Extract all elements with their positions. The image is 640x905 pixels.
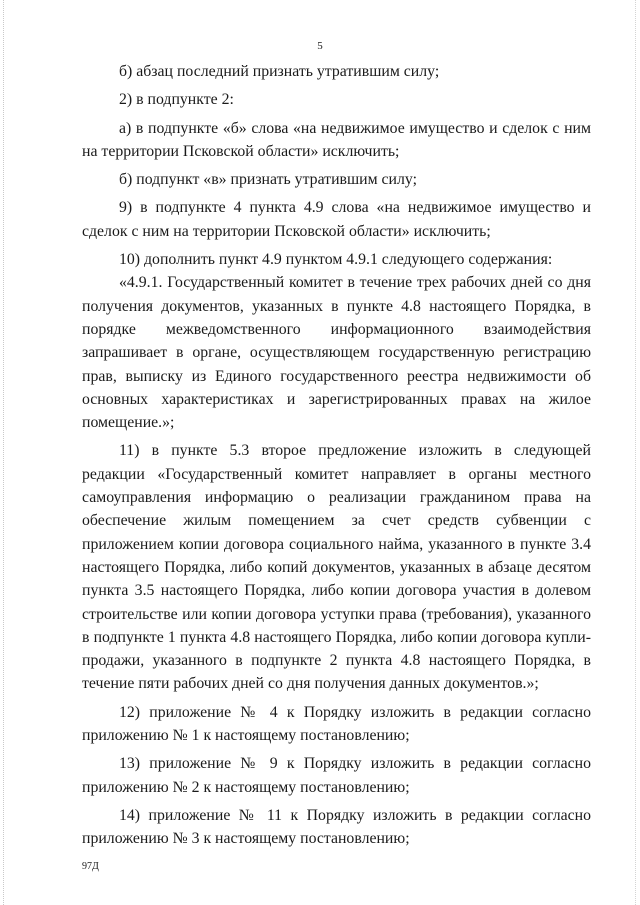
paragraph: 13) приложение № 9 к Порядку изложить в редакции согласно приложению № 2 к настоящему постановлению; [82,755,591,796]
paragraph: 2) в подпункте 2: [119,91,234,109]
paragraph: 11) в пункте 5.3 второе предложение изложить в следующей редакции «Государственный комитет направляет в органы местного самоуправления информацию о реализации гражданином права на обеспечение жилым помещением за счет средств субвенции с приложением копии договора социального найма, указанного в пункте 3.4 настоящего Порядка, либо копий документов, указанных в абзаце десятом пункта 3.5 настоящего Порядка, либо копии договора участия в долевом строительстве или копии договора уступки права (требования), указанного в подпункте 1 пункта 4.8 настоящего Порядка, либо копии договора купли-продажи, указанного в подпункте 2 пункта 4.8 настоящего Порядка, в течение пяти рабочих дней со дня получения данных документов.»; [82,442,591,693]
document-body [82,60,591,851]
paragraph: 9) в подпункте 4 пункта 4.9 слова «на недвижимое имущество и сделок с ним на территории Псковской области» исключить; [82,199,591,240]
scan-edge-right [635,0,637,905]
paragraph: 14) приложение № 11 к Порядку изложить в редакции согласно приложению № 3 к настоящему постановлению; [82,806,591,848]
paragraph: б) абзац последний признать утратившим силу; [119,63,440,80]
scan-edge-left [3,0,5,905]
page-number: 5 [317,40,323,52]
paragraph: б) подпункт «в» признать утратившим силу; [119,171,417,189]
paragraph: 10) дополнить пункт 4.9 пунктом 4.9.1 следующего содержания: [119,251,553,269]
paragraph: 12) приложение № 4 к Порядку изложить в редакции согласно приложению № 1 к настоящему постановлению; [82,703,591,745]
paragraph: а) в подпункте «б» слова «на недвижимое имущество и сделок с ним на территории Псковской области» исключить; [82,119,591,160]
paragraph: «4.9.1. Государственный комитет в течение трех рабочих дней со дня получения документов, указанных в пункте 4.8 настоящего Порядка, в порядке межведомственного информационного взаимодействия запрашивает в органе, осуществляющем государственную регистрацию прав, выписку из Единого государственного реестра недвижимости об основных характеристиках и зарегистрированных правах на жилое помещение.»; [82,274,591,432]
footer-code: 97Д [82,861,99,872]
